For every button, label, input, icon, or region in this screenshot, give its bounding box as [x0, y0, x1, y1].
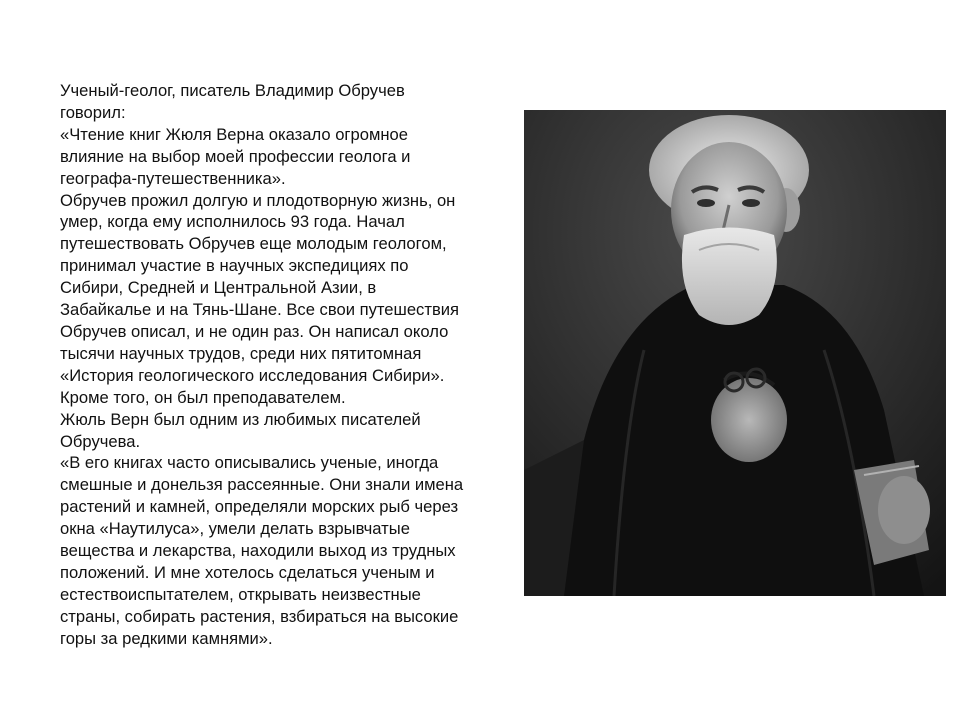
text-line: Обручев описал, и не один раз. Он написал около: [60, 321, 449, 341]
portrait-photo: [524, 110, 946, 596]
text-line: влияние на выбор моей профессии геолога и: [60, 146, 411, 166]
text-line: «В его книгах часто описывались ученые, иногда: [60, 453, 439, 473]
text-line: Сибири, Средней и Центральной Азии, в: [60, 278, 377, 298]
text-line: говорил:: [60, 102, 126, 122]
text-line: Забайкалье и на Тянь-Шане. Все свои путешествия: [60, 300, 460, 320]
text-line: положений. И мне хотелось сделаться ученым и: [60, 562, 435, 582]
text-line: Жюль Верн был одним из любимых писателей: [60, 409, 421, 429]
text-line: смешные и донельзя рассеянные. Они знали имена: [60, 475, 464, 495]
text-line: географа-путешественника».: [60, 168, 286, 188]
text-line: путешествовать Обручев еще молодым геологом,: [60, 234, 447, 254]
text-line: горы за редкими камнями».: [60, 628, 273, 648]
portrait-image: [524, 110, 946, 596]
text-line: вещества и лекарства, находили выход из трудных: [60, 541, 456, 561]
text-line: окна «Наутилуса», умели делать взрывчатые: [60, 519, 410, 539]
text-line: страны, собирать растения, взбираться на высокие: [60, 606, 459, 626]
text-line: принимал участие в научных экспедициях по: [60, 256, 409, 276]
text-line: Обручев прожил долгую и плодотворную жизнь, он: [60, 190, 456, 210]
biography-text: [60, 80, 522, 650]
text-line: Кроме того, он был преподавателем.: [60, 387, 346, 407]
text-line: «История геологического исследования Сибири».: [60, 365, 445, 385]
text-line: растений и камней, определяли морских рыб через: [60, 497, 459, 517]
text-line: естествоиспытателем, открывать неизвестные: [60, 584, 421, 604]
text-line: умер, когда ему исполнилось 93 года. Начал: [60, 212, 405, 232]
text-line: Обручева.: [60, 431, 141, 451]
text-line: Ученый-геолог, писатель Владимир Обручев: [60, 81, 405, 100]
text-line: «Чтение книг Жюля Верна оказало огромное: [60, 124, 408, 144]
text-line: тысячи научных трудов, среди них пятитомная: [60, 343, 422, 363]
